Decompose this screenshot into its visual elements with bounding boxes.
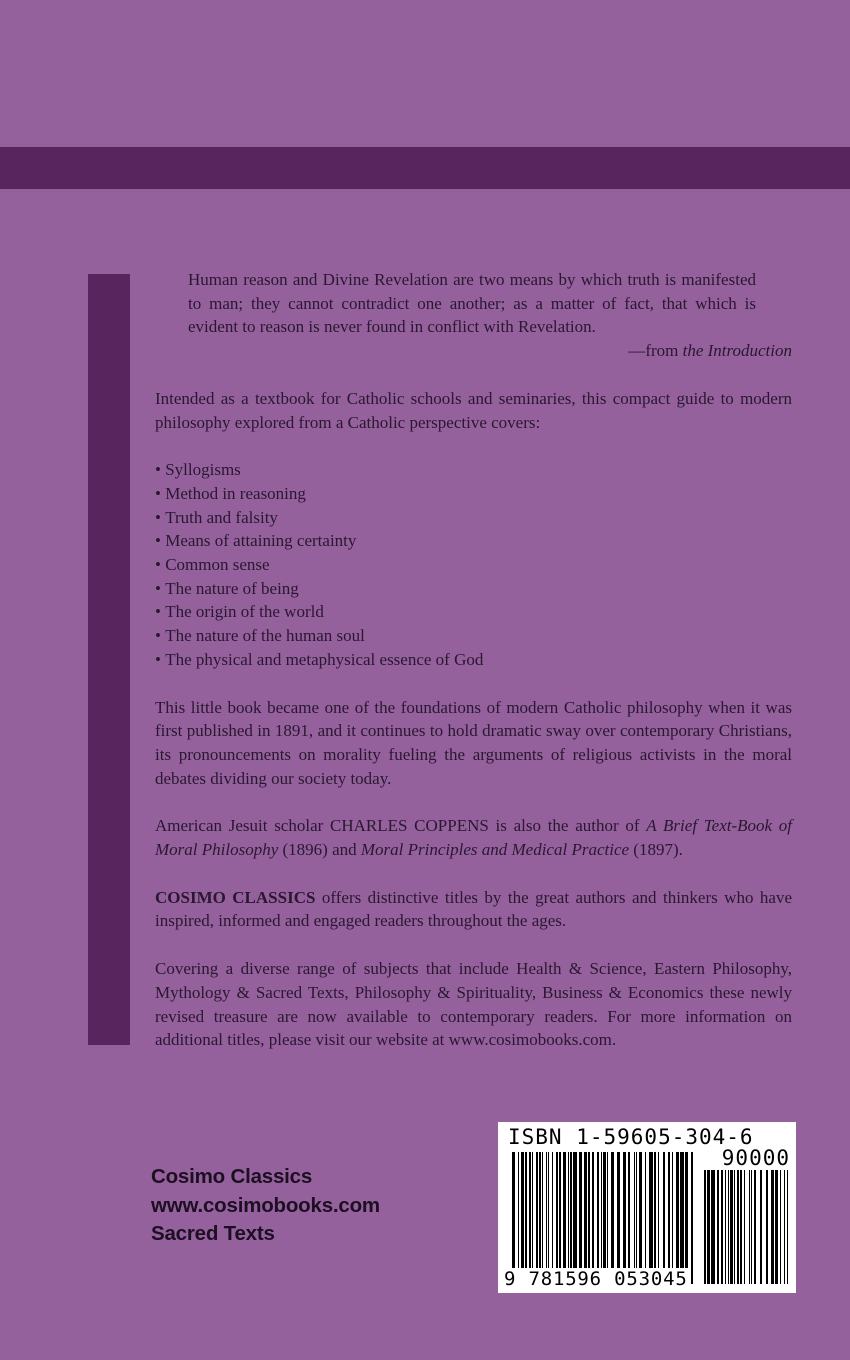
- ean-bars: [512, 1152, 693, 1284]
- barcode-bar: [539, 1152, 541, 1284]
- list-item: • Truth and falsity: [155, 506, 792, 530]
- barcode-bar: [780, 1170, 781, 1284]
- list-item: • Syllogisms: [155, 458, 792, 482]
- barcode-bar: [760, 1170, 762, 1284]
- list-item: • Common sense: [155, 553, 792, 577]
- barcode-bar: [601, 1152, 602, 1284]
- barcode-bar: [766, 1170, 768, 1284]
- attribution-source: the Introduction: [682, 341, 792, 361]
- barcode-bar: [607, 1152, 608, 1284]
- barcode-bar: [623, 1152, 626, 1284]
- barcode-bar: [546, 1152, 547, 1284]
- barcode-bar: [775, 1170, 778, 1284]
- barcode-bar: [548, 1152, 549, 1284]
- barcode-bar: [749, 1170, 750, 1284]
- barcode-bar: [570, 1152, 572, 1284]
- list-item: • Method in reasoning: [155, 482, 792, 506]
- list-item: • The physical and metaphysical essence of God: [155, 648, 792, 672]
- back-cover-text: [155, 268, 792, 1052]
- barcode-bar: [672, 1152, 673, 1284]
- barcode-bar: [603, 1152, 606, 1284]
- imprint-website: www.cosimobooks.com: [151, 1193, 380, 1217]
- author-prefix: American Jesuit scholar CHARLES COPPENS is also the author of: [155, 816, 647, 836]
- barcode-bar: [645, 1152, 646, 1284]
- attribution-prefix: —from: [628, 341, 683, 361]
- imprint-category: Sacred Texts: [151, 1222, 275, 1245]
- barcode-bar: [512, 1152, 515, 1284]
- barcode-bar: [734, 1170, 735, 1284]
- intro-paragraph: Intended as a textbook for Catholic schools and seminaries, this compact guide to modern philosophy explored from a Catholic perspective covers:: [155, 388, 792, 432]
- isbn-label: ISBN 1-59605-304-6: [508, 1125, 754, 1149]
- barcode-bar: [525, 1152, 527, 1284]
- barcode-bar: [592, 1152, 594, 1284]
- list-item: • The origin of the world: [155, 600, 792, 624]
- barcode-bar: [597, 1152, 599, 1284]
- barcode-bar: [771, 1170, 774, 1284]
- barcode-bar: [685, 1152, 688, 1284]
- price-code: 90000: [721, 1146, 790, 1170]
- barcode-bar: [658, 1152, 659, 1284]
- ean-number: 9 781596 053045: [504, 1268, 688, 1290]
- barcode-bar: [542, 1152, 543, 1284]
- barcode-bar: [676, 1152, 679, 1284]
- subjects-paragraph: Covering a diverse range of subjects that include Health & Science, Eastern Philosophy, Mythology & Sacred Texts, Philosophy & Spirituality, Business & Economics these newly revised treasure are now available to contemporary readers. For more information on additional titles, please visit our website at www.cosimobooks.com.: [155, 959, 792, 1050]
- publisher-imprint: [151, 1163, 380, 1249]
- barcode-bar: [556, 1152, 558, 1284]
- barcode-bar: [568, 1152, 569, 1284]
- author-book-1: A Brief Text-Book of Moral Philosophy: [155, 816, 793, 860]
- side-accent-bar: [88, 274, 130, 1045]
- barcode-bar: [691, 1152, 693, 1284]
- addon-bars: [704, 1170, 788, 1284]
- barcode-bar: [563, 1152, 566, 1284]
- barcode-bar: [518, 1152, 519, 1284]
- epigraph-quote: [188, 268, 756, 339]
- imprint-name: Cosimo Classics: [151, 1165, 313, 1188]
- barcode-bar: [754, 1170, 756, 1284]
- quote-attribution: [155, 339, 792, 363]
- barcode-bar: [707, 1170, 710, 1284]
- barcode-bar: [717, 1170, 719, 1284]
- barcode-bar: [680, 1152, 684, 1284]
- barcode-bar: [559, 1152, 561, 1284]
- barcode-bar: [611, 1152, 614, 1284]
- barcode-bar: [521, 1152, 524, 1284]
- barcode-bar: [536, 1152, 538, 1284]
- barcode-bar: [654, 1152, 656, 1284]
- barcode-bar: [728, 1170, 729, 1284]
- barcode-bar: [636, 1152, 637, 1284]
- barcode-bar: [639, 1152, 642, 1284]
- barcode-bar: [529, 1152, 531, 1284]
- publisher-blurb: offers distinctive titles by the great authors and thinkers who have inspired, informed and engaged readers throughout the ages.: [155, 887, 792, 931]
- list-item: • The nature of being: [155, 577, 792, 601]
- isbn-barcode: [498, 1122, 796, 1293]
- topic-list: [155, 458, 792, 671]
- barcode-bar: [588, 1152, 590, 1284]
- publisher-name: COSIMO CLASSICS: [155, 887, 316, 907]
- author-paragraph: [155, 814, 792, 861]
- history-paragraph: This little book became one of the foundations of modern Catholic philosophy when it was first published in 1891, and it continues to hold dramatic sway over contemporary Christians, its pronouncements on morality fueling the arguments of religious activists in the moral debates dividing our society today.: [155, 697, 792, 788]
- barcode-bar: [584, 1152, 587, 1284]
- barcode-bar: [573, 1152, 577, 1284]
- barcode-bar: [668, 1152, 670, 1284]
- barcode-bar: [725, 1170, 726, 1284]
- barcode-bar: [737, 1170, 739, 1284]
- barcode-bar: [552, 1152, 553, 1284]
- author-book-2: Moral Principles and Medical Practice: [360, 840, 630, 860]
- barcode-bar: [730, 1170, 733, 1284]
- barcode-bar: [704, 1170, 706, 1284]
- barcode-bar: [784, 1170, 785, 1284]
- barcode-bar: [628, 1152, 630, 1284]
- barcode-bar: [744, 1170, 745, 1284]
- top-accent-band: [0, 147, 850, 189]
- barcode-bar: [634, 1152, 635, 1284]
- barcode-bar: [751, 1170, 752, 1284]
- list-item: • Means of attaining certainty: [155, 529, 792, 553]
- author-suffix: (1897).: [629, 840, 683, 860]
- barcode-bar: [740, 1170, 742, 1284]
- barcode-bar: [721, 1170, 723, 1284]
- barcode-bar: [649, 1152, 653, 1284]
- barcode-bar: [617, 1152, 620, 1284]
- barcode-bar: [532, 1152, 533, 1284]
- barcode-bar: [787, 1170, 788, 1284]
- barcode-bar: [711, 1170, 715, 1284]
- list-item: • The nature of the human soul: [155, 624, 792, 648]
- barcode-bar: [663, 1152, 665, 1284]
- quote-text: Human reason and Divine Revelation are two means by which truth is manifested to man; they cannot contradict one another; as a matter of fact, that which is evident to reason is never found in conflict with Revelation.: [188, 270, 756, 337]
- barcode-bar: [579, 1152, 582, 1284]
- author-mid: (1896) and: [278, 840, 361, 860]
- publisher-paragraph: [155, 886, 792, 933]
